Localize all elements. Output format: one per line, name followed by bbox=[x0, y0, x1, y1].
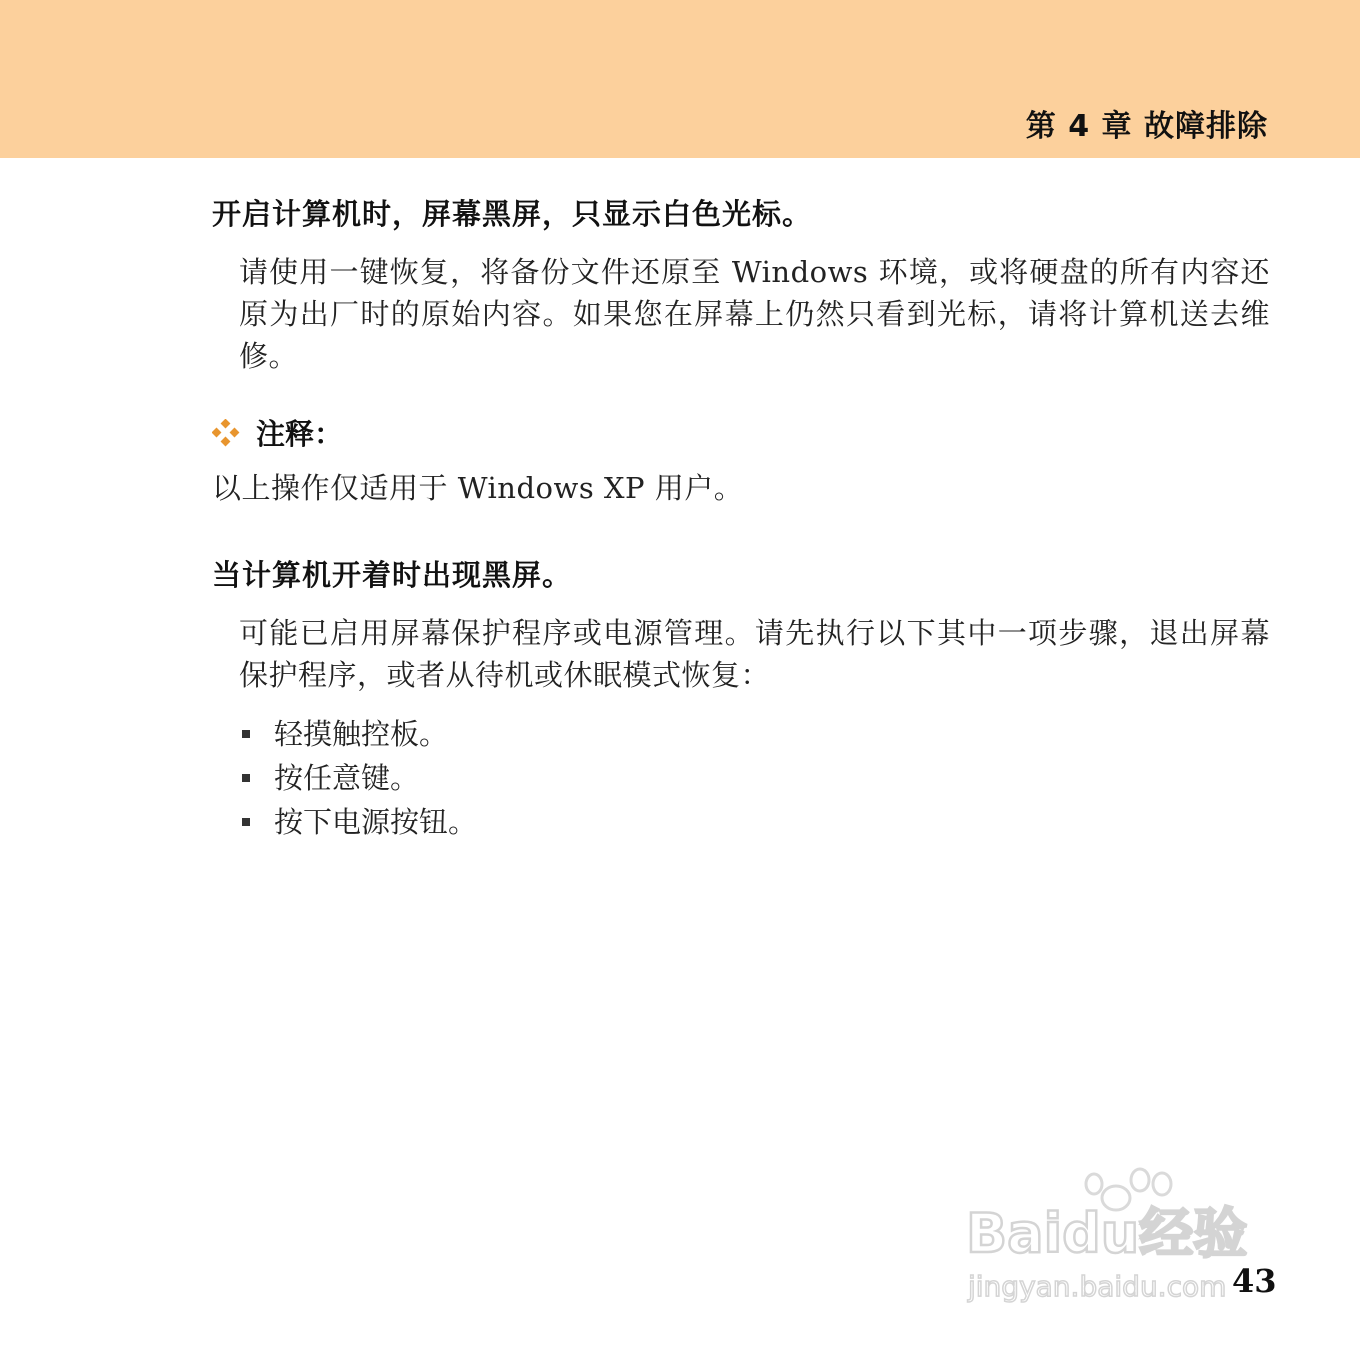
diamond-dots-icon bbox=[212, 419, 240, 447]
chapter-header-band bbox=[0, 0, 1360, 158]
section-body: 请使用一键恢复，将备份文件还原至 Windows 环境，或将硬盘的所有内容还原为出厂时的原始内容。如果您在屏幕上仍然只看到光标，请将计算机送去维修。 bbox=[239, 255, 1270, 373]
square-bullet-icon bbox=[242, 774, 250, 782]
section-body: 可能已启用屏幕保护程序或电源管理。请先执行以下其中一项步骤，退出屏幕保护程序，或者从待机或休眠模式恢复： bbox=[239, 616, 1270, 692]
note-block bbox=[212, 412, 1270, 509]
page-number: 43 bbox=[1232, 1262, 1277, 1300]
list-item-text: 按任意键。 bbox=[274, 761, 420, 795]
watermark-brand: Baidu经验 bbox=[966, 1202, 1248, 1265]
list-item bbox=[239, 712, 1270, 756]
note-body: 以上操作仅适用于 Windows XP 用户。 bbox=[212, 471, 744, 505]
chapter-title: 第 4 章 故障排除 bbox=[1025, 109, 1268, 144]
section-heading: 开启计算机时，屏幕黑屏，只显示白色光标。 bbox=[212, 197, 813, 231]
square-bullet-icon bbox=[242, 818, 250, 826]
note-title: 注释： bbox=[256, 417, 344, 451]
list-item bbox=[239, 756, 1270, 800]
square-bullet-icon bbox=[242, 730, 250, 738]
list-item bbox=[239, 800, 1270, 844]
note-heading bbox=[212, 412, 1270, 453]
baidu-jingyan-watermark bbox=[962, 1156, 1274, 1306]
section-black-screen-while-on bbox=[212, 553, 1270, 844]
section-black-screen-on-start bbox=[212, 192, 1270, 377]
watermark-url: jingyan.baidu.com bbox=[968, 1270, 1227, 1303]
steps-list bbox=[212, 712, 1270, 844]
section-heading: 当计算机开着时出现黑屏。 bbox=[212, 558, 573, 592]
list-item-text: 轻摸触控板。 bbox=[274, 717, 449, 751]
list-item-text: 按下电源按钮。 bbox=[274, 805, 478, 839]
